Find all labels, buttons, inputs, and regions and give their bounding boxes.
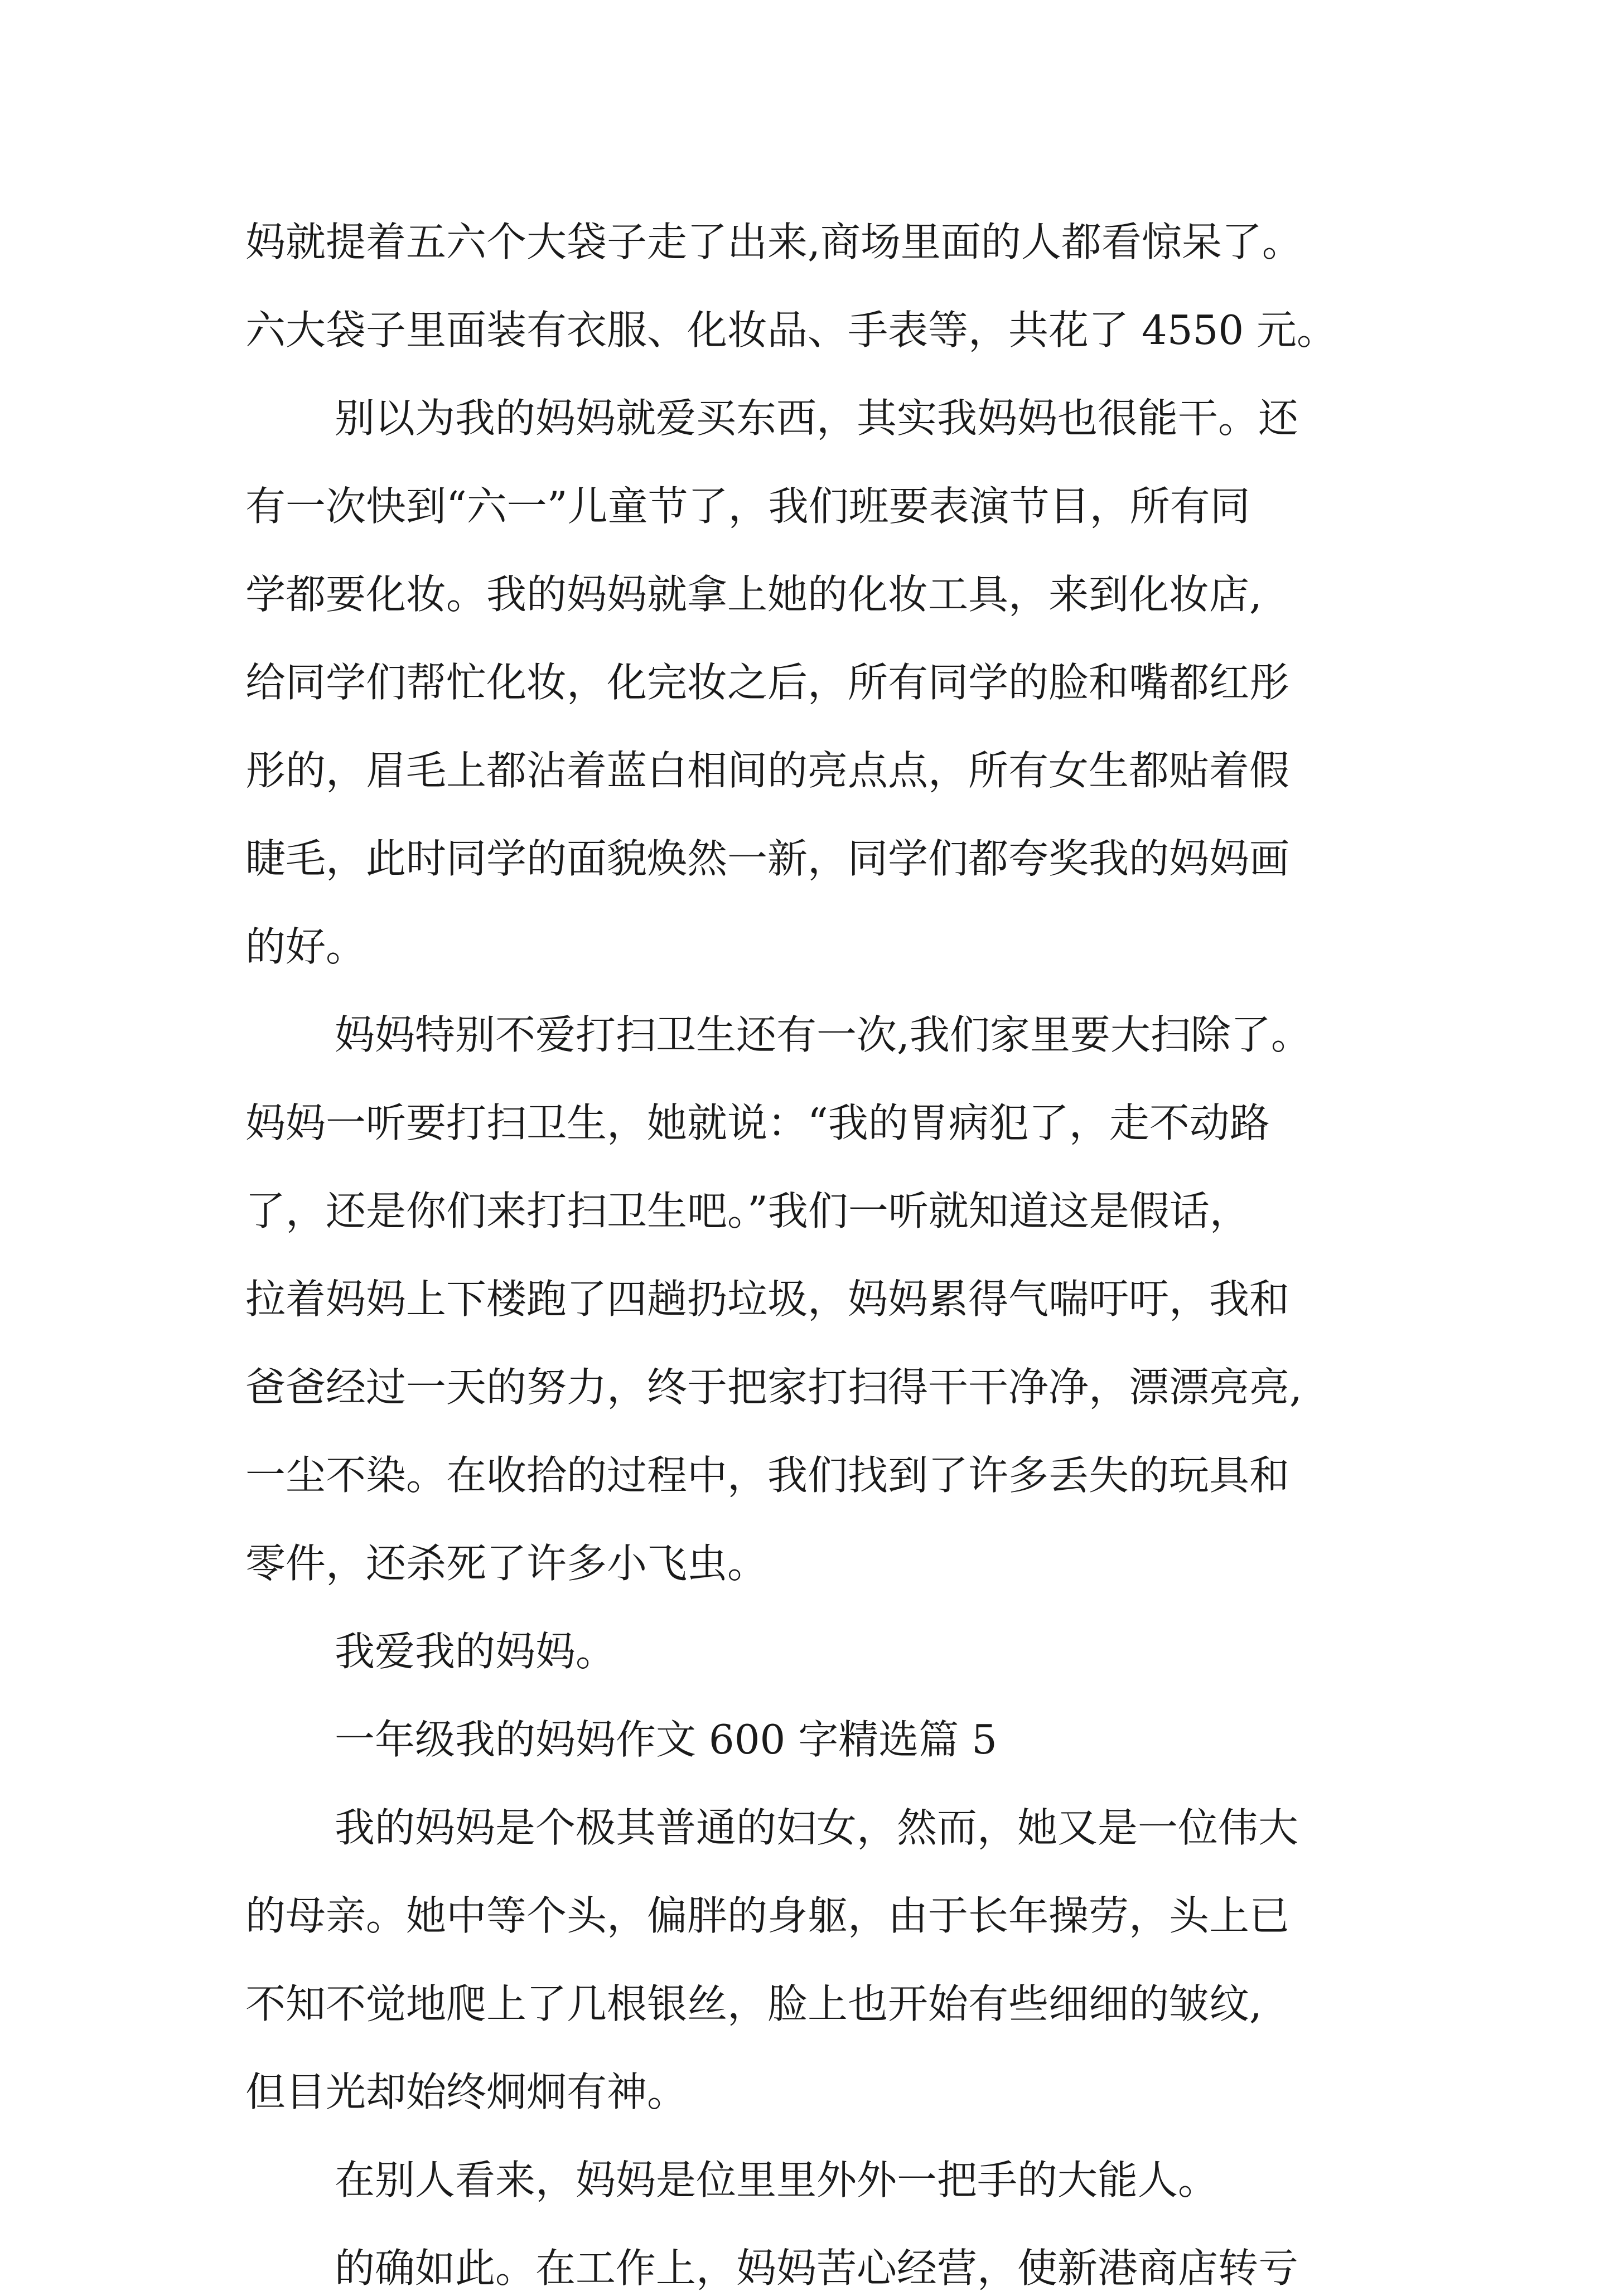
text-line: 六大袋子里面装有衣服、化妆品、手表等，共花了 4550 元。 xyxy=(245,307,1337,353)
text-line: 一尘不染。在收拾的过程中，我们找到了许多丢失的玩具和 xyxy=(245,1452,1290,1499)
text-line: 睫毛，此时同学的面貌焕然一新，同学们都夸奖我的妈妈画 xyxy=(245,835,1290,882)
text-line: 我的妈妈是个极其普通的妇女，然而，她又是一位伟大 xyxy=(335,1804,1299,1851)
text-line: 别以为我的妈妈就爱买东西，其实我妈妈也很能干。还 xyxy=(335,395,1299,442)
text-line: 有一次快到“六一”儿童节了，我们班要表演节目，所有同 xyxy=(245,483,1250,530)
text-line: 零件，还杀死了许多小飞虫。 xyxy=(245,1540,768,1587)
text-line: 的确如此。在工作上，妈妈苦心经营，使新港商店转亏 xyxy=(335,2245,1299,2292)
text-line: 彤的，眉毛上都沾着蓝白相间的亮点点，所有女生都贴着假 xyxy=(245,747,1290,794)
text-line: 的好。 xyxy=(245,923,366,970)
text-line: 妈妈一听要打扫卫生，她就说：“我的胃病犯了，走不动路 xyxy=(245,1099,1270,1146)
text-line: 妈妈特别不爱打扫卫生还有一次,我们家里要大扫除了。 xyxy=(335,1011,1311,1058)
text-line: 拉着妈妈上下楼跑了四趟扔垃圾，妈妈累得气喘吁吁，我和 xyxy=(245,1276,1290,1323)
text-line: 妈就提着五六个大袋子走了出来,商场里面的人都看惊呆了。 xyxy=(245,219,1302,265)
text-line: 爸爸经过一天的努力，终于把家打扫得干干净净，漂漂亮亮, xyxy=(245,1364,1302,1411)
text-line: 不知不觉地爬上了几根银丝，脸上也开始有些细细的皱纹, xyxy=(245,1980,1262,2027)
text-line: 给同学们帮忙化妆，化完妆之后，所有同学的脸和嘴都红彤 xyxy=(245,659,1290,706)
text-line: 在别人看来，妈妈是位里里外外一把手的大能人。 xyxy=(335,2157,1219,2203)
text-line: 但目光却始终炯炯有神。 xyxy=(245,2069,688,2115)
text-line: 学都要化妆。我的妈妈就拿上她的化妆工具，来到化妆店, xyxy=(245,571,1262,618)
section-heading: 一年级我的妈妈作文 600 字精选篇 5 xyxy=(335,1716,997,1763)
text-line: 我爱我的妈妈。 xyxy=(335,1628,616,1675)
text-line: 了，还是你们来打扫卫生吧。”我们一听就知道这是假话， xyxy=(245,1188,1250,1234)
text-line: 的母亲。她中等个头，偏胖的身躯，由于长年操劳，头上已 xyxy=(245,1892,1290,1939)
